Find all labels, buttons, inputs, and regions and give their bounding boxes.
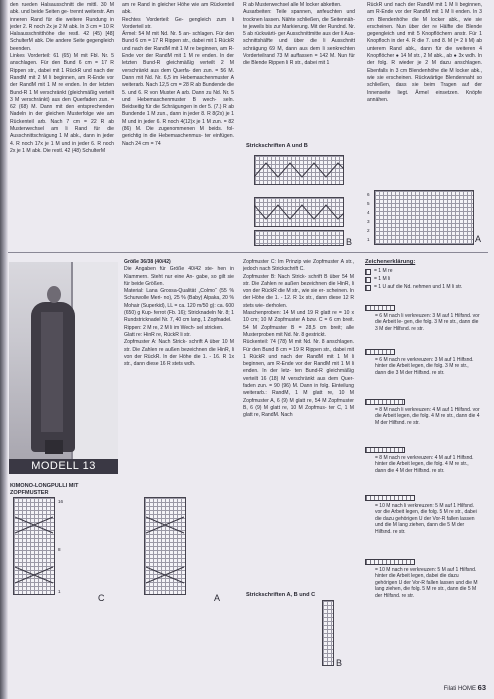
pattern-title: KIMONO-LONGPULLI MIT ZOPFMUSTER xyxy=(10,483,79,496)
paragraph: den rueden Halsausschnitt die mittl. 30 M abk. und beide Seiten ge- trennt weiterstr. Am inneren Rand für die weitere Rundung in jeder 2. R noch 2x je 2 M abk. In 3 cm = 10 R Halsausschnitthöhe die restl. 42 (45) [48] SchulterM abk. Die andere Seite gegengleich beenden. xyxy=(10,2,114,52)
chart-letter-b: B xyxy=(336,658,343,668)
legend-item: = 10 M nach li verkreuzen: 5 M auf 1 Hilfsnd. vor die Arbeit legen, die folg. 5 M re str., dabei die dazu gehörigen U der Vor-R fallen lassen und die M lang ziehen, dann die 5 M der Hilfsnd. re str. xyxy=(375,503,477,535)
paragraph: RückR und nach der RandM mit 1 M li beginnen, am R-Ende vor der RandM mit 1 M li enden. In 3 cm Blendenhöhe die M locker abk., wie sie erscheinen. Nun über der re Hälfte die Blende gegengleich und mit 5 Knopflöchern anstr. Für 1 Knopfloch in der 4. R die 7. und 8. M (= 2 li M) ab unterem Rand abk., dann für die weiteren 4 Knopflöcher ● 14 M str., 2 M abk., ab ● 3x wdh. In der folg. R wieder je 2 M dazu anschlagen. Ebenfalls in 3 cm Blendenhöhe die M locker abk., wie sie erscheinen. Rückwärtige Blendennaht so schließen, dass sie beim Tragen auf der Innenseite liegt. Ärmel einsetzen. Knöpfe annähen. xyxy=(367,2,482,103)
page-spine xyxy=(0,0,8,699)
paragraph: Größe 36/38 (40/42) xyxy=(124,259,171,265)
legend-symbol xyxy=(365,349,395,355)
paragraph: R ab Musterwechsel alle M locker abketten. xyxy=(243,2,342,8)
legend-symbol xyxy=(365,447,405,453)
paragraph: Linkes Vorderteil: 61 (65) M mit Fbl. Nr. 5 anschlagen. Für den Bund 6 cm = 17 R Rippen str., dabei mit 1 RückR und nach der RandM mit 2 M li beginnen, am R-Ende vor der RandM mit 1 M re enden. In der letzten Bund-R 1 M verschränkt (gleichmäßig verteilt 3 M verschränkt) aus den Querfaden zun. = 62 (68) M. Dann mit den entsprechenden Nadeln in der gleichen Musterfolge wie am Rückenteil arb. Nach 7 cm = 22 R ab Musterwechsel am li Rand für die Ausschnittschrägung 1 M abk., dann in jeder 4. R noch 17x je 1 M und in jeder 6. R noch 2x je 1 M abk. Die restl. 42 (48) SchulterM xyxy=(10,53,114,154)
chart-grid xyxy=(322,600,334,666)
legend-item: = 1 M re xyxy=(374,268,393,274)
footer-brand: Filati HOME xyxy=(443,686,476,692)
top-column-1 xyxy=(10,2,114,246)
paragraph: Rückenteil: 74 (78) M mit Nd. Nr. 8 anschlagen. Für den Bund 8 cm = 19 R Rippen str., dabei mit 1 RückR und nach der RandM mit 1 M li beginnen, am R-Ende vor der RandM mit 1 M li enden. In der letz- ten Bund-R gleichmäßig verteilt 16 (18) M verschränkt aus dem Quer- faden zun. = 90 (96) M. Dann in folg. Einteilung weiterarb.: RandM, 1 M glatt re, 10 M Zopfmuster A, 6 (9) M glatt re, 54 M Zopfmuster B, 6 (9) M glatt re, 10 M Zopfmus- ter C, 1 M glatt re, RandM. Nach xyxy=(243,339,354,419)
paragraph: Rippen: 2 M re, 2 M li im Wech- sel stricken. xyxy=(124,324,224,331)
row-number: 1 xyxy=(58,589,61,594)
paragraph: Zopfmuster C: Im Prinzip wie Zopfmuster A str., jedoch nach Strickschrift C. xyxy=(243,259,354,273)
row-number: 5 xyxy=(367,201,370,206)
legend-item: = 6 M nach li verkreuzen: 3 M auf 1 Hilfsnd. vor die Arbeit le- gen, die folg. 3 M re str., dann die 3 M der Hilfsnd. re str. xyxy=(375,313,480,332)
legend-item: = 8 M nach li verkreuzen: 4 M auf 1 Hilfsnd. vor die Arbeit legen, die folg. 4 M re str., dann die 4 M der Hilfsnd. re str. xyxy=(375,407,480,426)
section-divider xyxy=(8,252,488,253)
chart-c xyxy=(10,497,120,607)
chart-a-b-left xyxy=(246,155,354,250)
chart-b-bottom xyxy=(322,600,362,680)
row-number: 6 xyxy=(367,192,370,197)
top-column-4 xyxy=(367,2,482,182)
legend-item: = 10 M nach re verkreuzen: 5 M auf 1 Hilfsnd. hinter die Arbeit legen, dabei die dazu gehörigen U der Vor-R fallen lassen und die M lang ziehen, die folg. 5 M re str., dann die 5 M der Hilfsnd. re str. xyxy=(375,567,478,599)
chart-letter-a: A xyxy=(475,234,482,244)
chart-motif xyxy=(144,497,186,595)
row-number: 8 xyxy=(58,547,61,552)
row-number: 16 xyxy=(58,499,64,504)
paragraph: Ausarbeiten: Teile spannen, anfeuchten und trocknen lassen. Nähte schließen, die Seitennäh- te jeweils bis zur Markierung. Mit der Rundnd. Nr. 5 ab rückwärti- ger Ausschnittmitte aus der li Aus- schnittshälfte und über die li Ausschnitt schrägung 69 M, dann aus dem li senkrechten Vorderteilrand 73 M auffassen = 142 M. Nun für die Blende Rippen li R str., dabei mit 1 xyxy=(243,9,355,67)
row-number: 4 xyxy=(367,210,370,215)
paragraph: Ärmel: 54 M mit Nd. Nr. 5 an- schlagen. Für den Bund 6 cm = 17 R Rippen str., dabei mit 1 RückR und nach der RandM mit 1 M re beginnen, am R-Ende vor der RandM mit 1 M re enden. In der letzten Bund-R gleichmäßig verteilt 2 M verschränkt aus dem Querfa- den zun. = 56 M. Dann mit Nd. Nr. 6,5 im Hebemaschenmuster A weiterarb. Nach 12,5 cm = 28 R ab Bundende die 5. und 6. R von Muster A arb. Dann zu Nd. Nr. 5 und Hebemaschenmuster B wech- seln. Beidseitig für die Schrägungen in der 5. (7.) R ab Bundende 1 M zun., dann in jeder 8. R 8(2x) je 1 M und in jeder 6. R noch 4(12)x je 1 M zun. = 82 (86) M. Die zugenommenen M beids. fol- gerichtig in die Hebemaschenmus- ter einfügen. Nach 24 cm = 74 xyxy=(122,31,234,147)
legend-item: = 6 M nach re verkreuzen: 3 M auf 1 Hilfsnd. hinter die Arbeit legen, die folg. 3 M re str., dann die 3 M der Hilfsnd. re str. xyxy=(375,357,474,376)
page-number: 63 xyxy=(477,683,486,692)
legend xyxy=(365,259,483,679)
chart-motif xyxy=(254,197,344,227)
top-column-2 xyxy=(122,2,234,246)
legend-item: = 1 M li xyxy=(374,276,391,282)
chart-letter-c: C xyxy=(98,593,105,603)
legend-title: Zeichenerklärung: xyxy=(365,259,416,265)
legend-symbol xyxy=(365,495,415,501)
paragraph: Glatt re: HinR re, RückR li str. xyxy=(124,331,191,338)
row-number: 2 xyxy=(367,228,370,233)
row-number: 1 xyxy=(367,237,370,242)
bottom-chart-title: Strickschriften A, B und C xyxy=(246,592,316,598)
chart-grid xyxy=(254,230,344,246)
row-number: 3 xyxy=(367,219,370,224)
paragraph: Maschenproben: 14 M und 19 R glatt re = 10 x 10 cm; 10 M Zopfmuster A bzw. C = 6 cm breit. 54 M Zopfmuster B = 28,5 cm breit; alle Musterproben mit Nd. Nr. 8 gestrickt. xyxy=(243,310,354,338)
paragraph: Rechtes Vorderteil: Ge- gengleich zum li Vorderteil str. xyxy=(122,16,234,30)
photo-coat-front xyxy=(41,312,63,432)
legend-symbol xyxy=(365,399,405,405)
top-column-3 xyxy=(243,2,355,132)
chart-motif xyxy=(13,497,55,595)
page-footer xyxy=(444,684,486,693)
chart-letter-b: B xyxy=(346,237,353,247)
paragraph: Zopfmuster B: Nach Strick- schrift B über 54 M str. Die Zahlen re außen bezeichnen die HinR, li von der RückR die M str., wie sie er- scheinen. In der Höhe die 1. - 12. R 1x str., dann diese 12 R stets wie- derholen. xyxy=(243,273,354,309)
paragraph: am re Rand in gleicher Höhe wie am Rückenteil abk. xyxy=(122,2,234,16)
legend-item: = 8 M nach re verkreuzen: 4 M auf 1 Hilfsnd. hinter die Arbeit legen, die folg. 4 M re str., dann die 4 M der Hilfsnd. re str. xyxy=(375,455,474,474)
paragraph: Die Angaben für Größe 40/42 ste- hen in Klammern. Steht nur eine An- gabe, so gilt sie für beide Größen. xyxy=(124,266,234,287)
model-label: MODELL 13 xyxy=(9,459,118,474)
paragraph: Zopfmuster A: Nach Strick- schrift A über 10 M str. Die Zahlen re außen bezeichnen die HinR, li von der RückR. In der Höhe die 1. - 16. R 1x str., dann diese 16 R stets wdh. xyxy=(124,339,234,368)
legend-symbol xyxy=(365,305,395,311)
model-photo xyxy=(9,262,118,459)
chart-a-bottom xyxy=(124,497,236,607)
chart-a-right xyxy=(367,190,482,250)
photo-model xyxy=(23,282,79,452)
bottom-column-2 xyxy=(243,259,354,586)
photo-legs xyxy=(45,440,63,454)
top-chart-title: Strickschriften A und B xyxy=(246,143,308,149)
chart-motif xyxy=(254,155,344,185)
legend-item: = 1 U auf die Nd. nehmen und 1 M li str. xyxy=(374,284,463,290)
chart-letter-a: A xyxy=(214,593,221,603)
legend-symbol xyxy=(365,277,371,283)
legend-symbol xyxy=(365,269,371,275)
chart-grid xyxy=(374,190,474,245)
paragraph: Material: Lana Grossa-Qualität „Colmo“ (55 % Schurwolle Meri- no), 25 % (Baby) Alpaka, 20 % Mohair (Superkid), LL = ca. 120 m/50 g): ca. 600 (650) g Kup- ferrot (Fb. 16); Stricknadeln Nr. 8; 1 Rundstricknadel Nr. 7, 40 cm lang, 1 Zopfnadel. xyxy=(124,288,234,324)
legend-symbol xyxy=(365,559,415,565)
photo-head xyxy=(47,286,61,303)
legend-symbol xyxy=(365,285,371,291)
